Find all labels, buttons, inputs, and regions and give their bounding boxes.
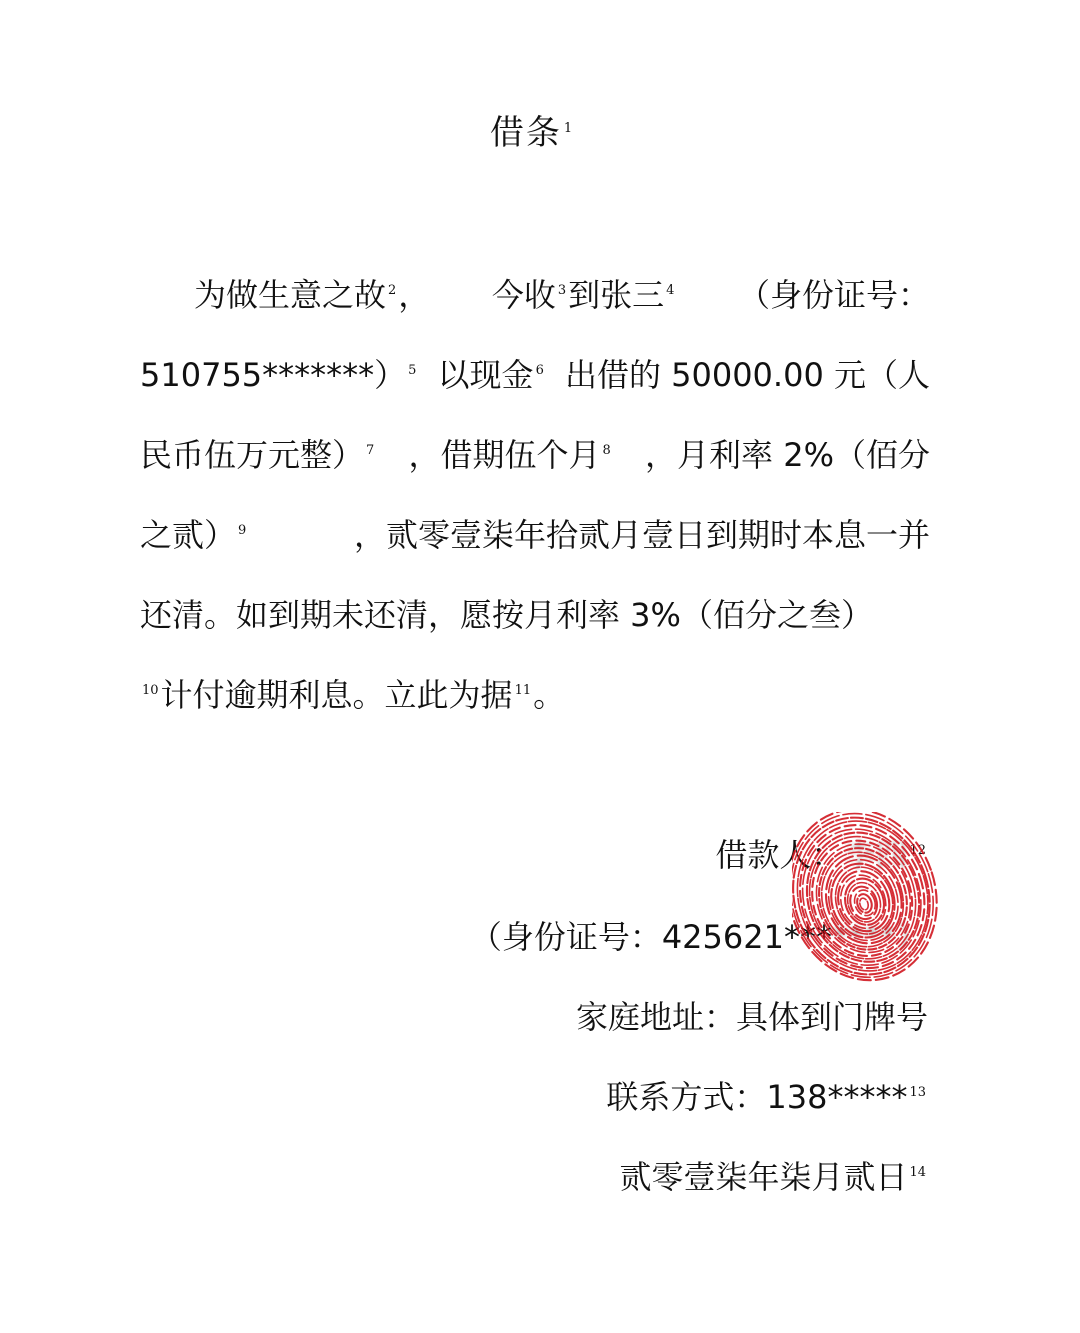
footnote-marker: 4 <box>666 283 675 299</box>
text-segment: 今收 $^3$到张三 $^4$ <box>491 276 675 314</box>
footnote-marker: 14 <box>909 1165 926 1181</box>
footnote-marker: 2 <box>388 283 397 299</box>
text-segment: 还清。如到期未还清，愿按月利率 3%（佰分之叁） <box>140 596 873 634</box>
borrower-label: 借款人： <box>715 836 844 874</box>
contact-line <box>606 1072 928 1122</box>
fingerprint-ridge <box>858 897 869 911</box>
footnote-marker: 12 <box>909 843 926 859</box>
text-segment: 计付逾期利息。立此为据 <box>160 676 513 714</box>
text-segment: 以现金 $^6$ <box>437 356 544 394</box>
text-segment: 为做生意之故 $^2$， <box>194 276 431 314</box>
address-line <box>576 992 928 1042</box>
document-title <box>0 108 1066 158</box>
text-segment: （身份证号： <box>737 276 930 314</box>
text-segment: ，贰零壹柒年拾贰月壹日到期时本息一并 <box>353 516 930 554</box>
borrower-id-tail: ****） <box>831 918 928 956</box>
text-segment: 。 <box>533 676 566 714</box>
footnote-marker: 1 <box>563 120 575 136</box>
footnote-marker: 7 <box>366 443 375 459</box>
footnote-marker: 5 <box>408 363 417 379</box>
date-text: 贰零壹柒年柒月贰日 <box>619 1158 908 1196</box>
text-segment: ，借期伍个月 $^8$ <box>408 436 611 474</box>
borrower-id-line <box>470 912 928 962</box>
text-segment: 510755*******） $^5$ <box>140 356 417 394</box>
footnote-marker: 3 <box>557 283 567 299</box>
footnote-marker: 11 <box>514 683 532 699</box>
text-segment: ，月利率 2%（佰分 <box>645 436 930 474</box>
body-line-3 <box>140 430 930 480</box>
body-line-6 <box>140 670 930 720</box>
footnote-marker: 6 <box>535 363 544 379</box>
address-text: 家庭地址：具体到门牌号 <box>575 998 928 1036</box>
body-line-4 <box>140 510 930 560</box>
footnote-marker: 10 <box>142 683 159 699</box>
borrower-line <box>715 830 928 880</box>
text-segment: 民币伍万元整） $^7$ <box>140 436 375 474</box>
text-segment: 之贰） $^9$ <box>140 516 247 554</box>
footnote-marker: 8 <box>602 443 611 459</box>
title-text: 借条 <box>489 113 562 153</box>
body-line-1 <box>140 270 930 320</box>
contact-text: 联系方式：138***** <box>606 1078 908 1116</box>
borrower-id: （身份证号：425621*** <box>469 918 832 956</box>
text-segment: 出借的 50000.00 元（人 <box>564 356 930 394</box>
footnote-marker: 13 <box>909 1085 926 1101</box>
body-line-2 <box>140 350 930 400</box>
borrower-name: 李四 <box>843 836 908 874</box>
date-line <box>619 1152 928 1202</box>
body-line-5 <box>140 590 930 640</box>
footnote-marker: 9 <box>238 523 247 539</box>
